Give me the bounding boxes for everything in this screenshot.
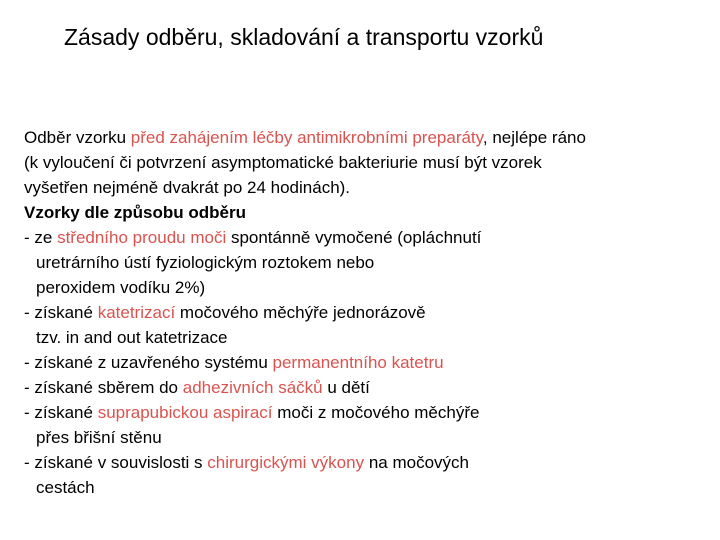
- highlight-text: před zahájením léčby antimikrobními preparáty: [130, 128, 483, 147]
- list-item-continuation: cestách: [36, 478, 95, 497]
- highlight-text: chirurgickými výkony: [207, 453, 365, 472]
- text: na močových: [364, 453, 469, 472]
- slide-title: Zásady odběru, skladování a transportu vzorků: [64, 24, 544, 50]
- highlight-text: permanentního katetru: [272, 353, 444, 372]
- text: Odběr vzorku: [24, 128, 131, 147]
- text: moči z močového měchýře: [272, 403, 480, 422]
- text: močového měchýře jednorázově: [175, 303, 426, 322]
- highlight-text: adhezivních sáčků: [182, 378, 323, 397]
- text: - získané v souvislosti s: [24, 453, 208, 472]
- text: - získané: [24, 303, 98, 322]
- list-item: [24, 350, 714, 375]
- section-heading: Vzorky dle způsobu odběru: [24, 203, 246, 222]
- text: u dětí: [322, 378, 370, 397]
- intro-line-2: (k vyloučení či potvrzení asymptomatické bakteriurie musí být vzorek: [24, 153, 542, 172]
- intro-line-3: vyšetřen nejméně dvakrát po 24 hodinách).: [24, 178, 351, 197]
- text: , nejlépe ráno: [482, 128, 586, 147]
- text: - získané z uzavřeného systému: [24, 353, 273, 372]
- list-item-continuation: přes břišní stěnu: [36, 428, 162, 447]
- list-item: [24, 300, 714, 325]
- list-item-continuation: uretrárního ústí fyziologickým roztokem nebo: [36, 253, 375, 272]
- slide-body: [24, 125, 714, 500]
- list-item-continuation: peroxidem vodíku 2%): [36, 278, 206, 297]
- intro-line-1: [24, 125, 714, 150]
- list-item-continuation: tzv. in and out katetrizace: [36, 328, 228, 347]
- text: spontánně vymočené (opláchnutí: [226, 228, 482, 247]
- list-item: [24, 450, 714, 475]
- text: - získané sběrem do: [24, 378, 183, 397]
- highlight-text: suprapubickou aspirací: [97, 403, 273, 422]
- text: - ze: [24, 228, 58, 247]
- highlight-text: katetrizací: [97, 303, 176, 322]
- list-item: [24, 225, 714, 250]
- highlight-text: středního proudu moči: [57, 228, 227, 247]
- text: - získané: [24, 403, 98, 422]
- list-item: [24, 375, 714, 400]
- list-item: [24, 400, 714, 425]
